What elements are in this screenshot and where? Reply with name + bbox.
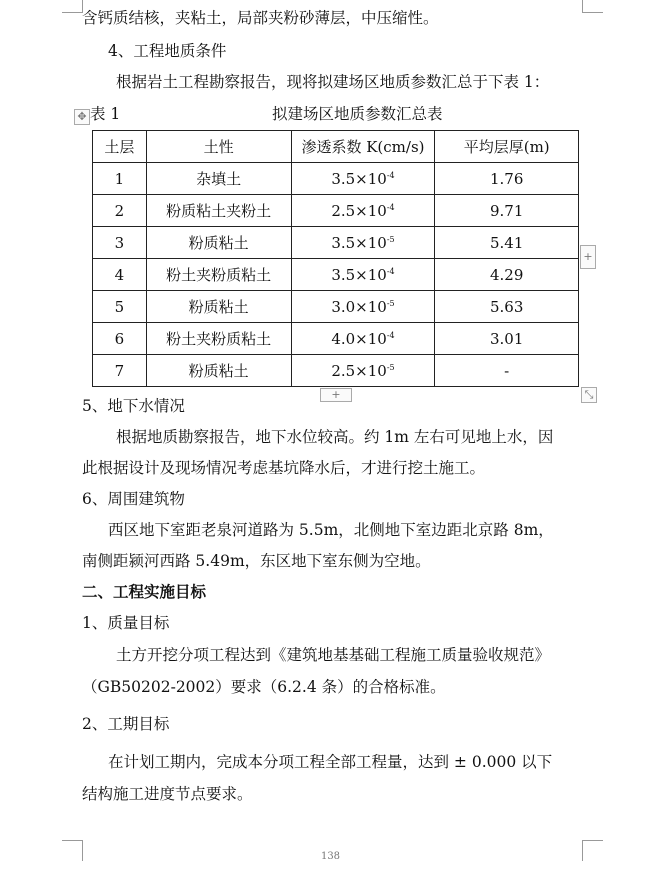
thickness-cell: 4.29 [435, 259, 579, 291]
layer-cell: 4 [93, 259, 147, 291]
permeability-exponent: -4 [386, 202, 395, 212]
soil-cell: 杂填土 [146, 163, 291, 195]
header-cell: 土性 [146, 131, 291, 163]
layer-cell: 7 [93, 355, 147, 387]
table-row [93, 163, 579, 195]
table-move-handle-icon[interactable]: ✥ [74, 109, 90, 125]
thickness-cell: 3.01 [435, 323, 579, 355]
crop-mark-top-right [582, 0, 603, 13]
header-cell: 土层 [93, 131, 147, 163]
paragraph-line: 土方开挖分项工程达到《建筑地基基础工程施工质量验收规范》 [116, 646, 551, 664]
section-heading-6: 6、周围建筑物 [82, 490, 185, 508]
thickness-cell: 5.41 [435, 227, 579, 259]
header-cell: 渗透系数 K(cm/s) [291, 131, 435, 163]
permeability-exponent: -4 [386, 266, 395, 276]
geology-parameter-table [92, 130, 579, 387]
permeability-base: 4.0×10 [331, 329, 387, 348]
layer-cell: 6 [93, 323, 147, 355]
permeability-exponent: -5 [386, 234, 395, 244]
permeability-base: 3.0×10 [331, 297, 387, 316]
paragraph-line: 此根据设计及现场情况考虑基坑降水后，才进行挖土施工。 [82, 459, 486, 477]
thickness-cell: 9.71 [435, 195, 579, 227]
permeability-exponent: -4 [386, 170, 395, 180]
permeability-base: 3.5×10 [331, 233, 387, 252]
table-resize-handle-icon[interactable]: ⤡ [581, 387, 597, 403]
layer-cell: 3 [93, 227, 147, 259]
subsection-heading-schedule: 2、工期目标 [82, 715, 170, 733]
paragraph-line: 根据岩土工程勘察报告，现将拟建场区地质参数汇总于下表 1： [116, 73, 550, 91]
table-row [93, 227, 579, 259]
subsection-heading-quality: 1、质量目标 [82, 614, 170, 632]
table-caption: 拟建场区地质参数汇总表 [272, 105, 443, 123]
permeability-exponent: -5 [386, 362, 395, 372]
permeability-base: 2.5×10 [331, 201, 387, 220]
permeability-cell [291, 291, 435, 323]
paragraph-line: 西区地下室距老泉河道路为 5.5m，北侧地下室边距北京路 8m， [108, 521, 554, 539]
table-row [93, 195, 579, 227]
paragraph-line: 南侧距颍河西路 5.49m，东区地下室东侧为空地。 [82, 552, 431, 570]
permeability-cell [291, 163, 435, 195]
permeability-base: 3.5×10 [331, 265, 387, 284]
paragraph-line: 结构施工进度节点要求。 [82, 785, 253, 803]
permeability-base: 3.5×10 [331, 169, 387, 188]
page-number: 138 [320, 851, 341, 862]
header-cell: 平均层厚(m) [435, 131, 579, 163]
layer-cell: 2 [93, 195, 147, 227]
thickness-cell: 5.63 [435, 291, 579, 323]
table-row [93, 259, 579, 291]
layer-cell: 5 [93, 291, 147, 323]
thickness-cell: 1.76 [435, 163, 579, 195]
section-heading-4: 4、工程地质条件 [108, 42, 227, 60]
permeability-cell [291, 355, 435, 387]
table-row [93, 323, 579, 355]
table-row [93, 291, 579, 323]
permeability-cell [291, 227, 435, 259]
permeability-exponent: -5 [386, 298, 395, 308]
add-column-button[interactable]: + [580, 245, 596, 269]
permeability-cell [291, 195, 435, 227]
paragraph-line: 含钙质结核，夹粘土，局部夹粉砂薄层，中压缩性。 [82, 9, 439, 27]
permeability-cell [291, 259, 435, 291]
soil-cell: 粉土夹粉质粘土 [146, 323, 291, 355]
soil-cell: 粉土夹粉质粘土 [146, 259, 291, 291]
permeability-exponent: -4 [386, 330, 395, 340]
soil-cell: 粉质粘土夹粉土 [146, 195, 291, 227]
soil-cell: 粉质粘土 [146, 227, 291, 259]
paragraph-line: 根据地质勘察报告，地下水位较高。约 1m 左右可见地上水，因 [116, 428, 554, 446]
soil-cell: 粉质粘土 [146, 355, 291, 387]
layer-cell: 1 [93, 163, 147, 195]
table-header-row [93, 131, 579, 163]
paragraph-line: 在计划工期内，完成本分项工程全部工程量，达到 ± 0.000 以下 [108, 753, 553, 771]
table-label: 表 1 [90, 105, 121, 123]
soil-cell: 粉质粘土 [146, 291, 291, 323]
permeability-base: 2.5×10 [331, 361, 387, 380]
table-row [93, 355, 579, 387]
section-heading-5: 5、地下水情况 [82, 397, 185, 415]
permeability-cell [291, 323, 435, 355]
crop-mark-top-left [62, 0, 83, 13]
thickness-cell: - [435, 355, 579, 387]
paragraph-line: （GB50202-2002）要求（6.2.4 条）的合格标准。 [82, 678, 446, 696]
chapter-heading: 二、工程实施目标 [82, 582, 207, 601]
add-row-button[interactable]: + [320, 388, 352, 402]
